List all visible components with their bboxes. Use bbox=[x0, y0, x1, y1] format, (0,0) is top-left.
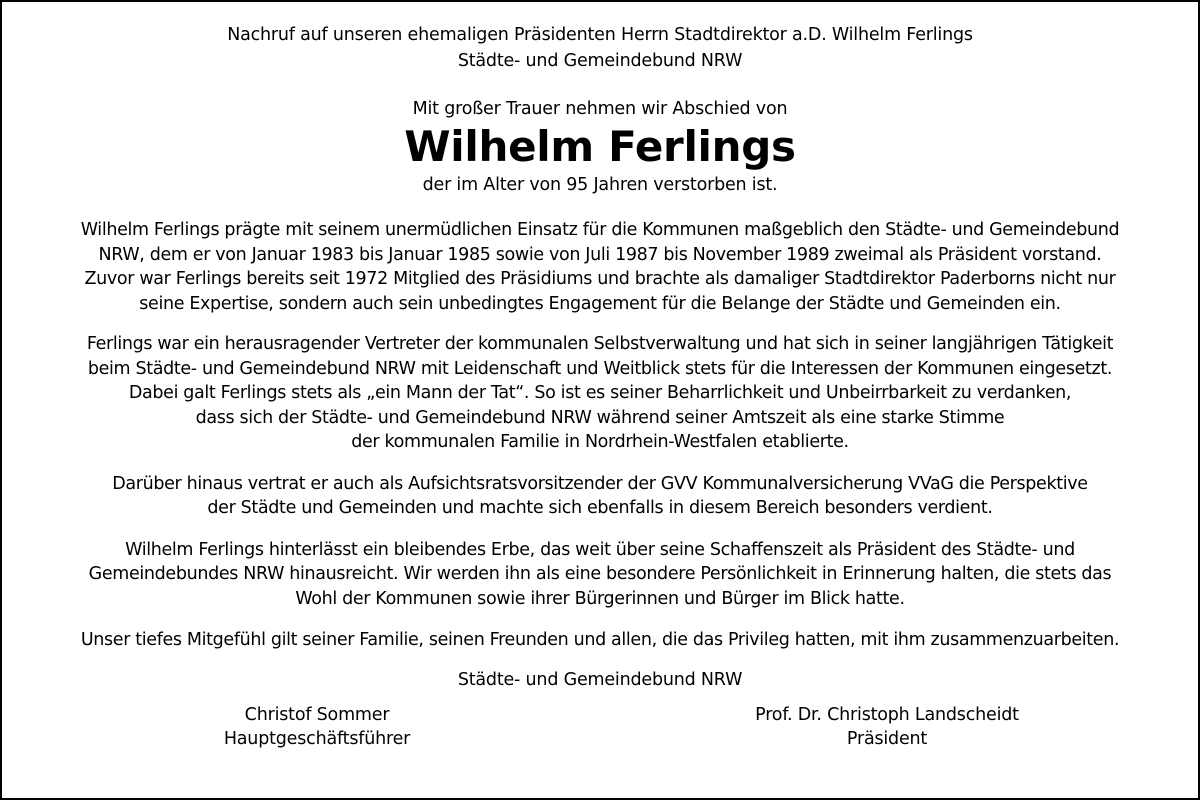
signer-title: Präsident bbox=[846, 729, 928, 749]
paragraph-line: Gemeindebundes NRW hinausreicht. Wir werden ihn als eine besondere Persönlichkeit in Erinnerung halten, die stets das bbox=[88, 564, 1112, 584]
signer-name: Prof. Dr. Christoph Landscheidt bbox=[755, 704, 1019, 725]
paragraph-line: Wilhelm Ferlings hinterlässt ein bleibendes Erbe, das weit über seine Schaffenszeit als Präsident des Städte- und bbox=[125, 539, 1075, 560]
paragraph-line: Zuvor war Ferlings bereits seit 1972 Mitglied des Präsidiums und brachte als damaliger Stadtdirektor Paderborns nicht nur bbox=[84, 269, 1116, 289]
paragraph-line: Darüber hinaus vertrat er auch als Aufsichtsratsvorsitzender der GVV Kommunalversicherung VVaG die Perspektive bbox=[112, 473, 1088, 494]
paragraph-line: Wohl der Kommunen sowie ihrer Bürgerinnen und Bürger im Blick hatte. bbox=[295, 588, 905, 609]
paragraph-supervisory-board bbox=[2, 472, 1198, 521]
signers bbox=[2, 703, 1198, 763]
paragraph-line: der kommunalen Familie in Nordrhein-Westfalen etablierte. bbox=[351, 432, 849, 452]
paragraph-line: der Städte und Gemeinden und machte sich ebenfalls in diesem Bereich besonders verdient. bbox=[207, 498, 993, 518]
age-line: der im Alter von 95 Jahren verstorben ist. bbox=[422, 175, 778, 195]
paragraph-merits bbox=[2, 332, 1198, 455]
paragraph-line: seine Expertise, sondern auch sein unbedingtes Engagement für die Belange der Städte und Gemeinden ein. bbox=[139, 293, 1061, 314]
signer-president bbox=[732, 703, 1042, 752]
paragraph-career bbox=[2, 218, 1198, 316]
paragraph-line: NRW, dem er von Januar 1983 bis Januar 1985 sowie von Juli 1987 bis November 1989 zweimal als Präsident vorstand. bbox=[98, 244, 1102, 265]
paragraph-legacy bbox=[2, 538, 1198, 612]
header-title: Nachruf auf unseren ehemaligen Präsidenten Herrn Stadtdirektor a.D. Wilhelm Ferlings bbox=[227, 25, 973, 45]
signer-managing-director bbox=[212, 703, 422, 752]
paragraph-condolences bbox=[2, 628, 1198, 653]
intro-line: Mit großer Trauer nehmen wir Abschied von bbox=[412, 99, 788, 119]
paragraph-line: dass sich der Städte- und Gemeindebund NRW während seiner Amtszeit als eine starke Stimme bbox=[195, 407, 1005, 428]
signature-organization: Städte- und Gemeindebund NRW bbox=[457, 669, 743, 690]
header-organization: Städte- und Gemeindebund NRW bbox=[457, 51, 743, 71]
paragraph-line: Unser tiefes Mitgefühl gilt seiner Familie, seinen Freunden und allen, die das Privileg hatten, mit ihm zusammenzuarbeiten. bbox=[80, 630, 1120, 650]
paragraph-line: Dabei galt Ferlings stets als „ein Mann der Tat“. So ist es seiner Beharrlichkeit und Unbeirrbarkeit zu verdanken, bbox=[128, 383, 1072, 403]
paragraph-line: Ferlings war ein herausragender Vertreter der kommunalen Selbstverwaltung und hat sich in seiner langjährigen Tätigkeit bbox=[86, 334, 1114, 354]
deceased-name: Wilhelm Ferlings bbox=[404, 122, 796, 171]
signer-title: Hauptgeschäftsführer bbox=[223, 729, 411, 749]
paragraph-line: Wilhelm Ferlings prägte mit seinem unermüdlichen Einsatz für die Kommunen maßgeblich den Städte- und Gemeindebund bbox=[80, 220, 1120, 240]
signer-name: Christof Sommer bbox=[244, 704, 390, 725]
paragraph-line: beim Städte- und Gemeindebund NRW mit Leidenschaft und Weitblick stets für die Interessen der Kommunen eingesetzt. bbox=[87, 358, 1113, 379]
